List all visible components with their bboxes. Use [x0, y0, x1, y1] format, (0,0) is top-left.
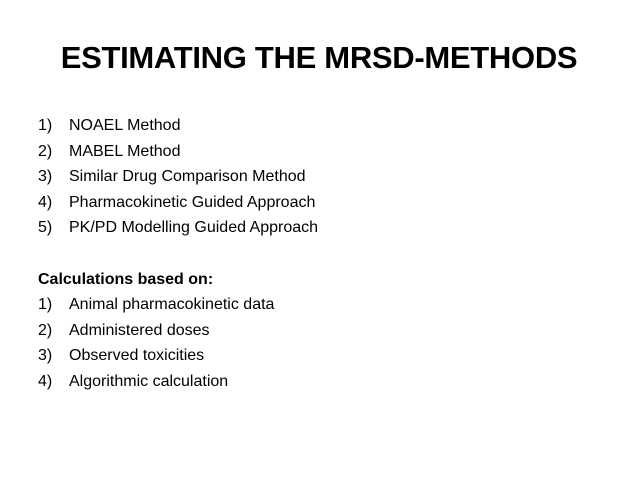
list-item	[38, 343, 598, 369]
list-text: Administered doses	[69, 321, 210, 339]
list-item	[38, 318, 598, 344]
slide-body	[38, 113, 598, 395]
list-text: PK/PD Modelling Guided Approach	[69, 219, 319, 237]
list-number: 1)	[38, 296, 53, 314]
list-text: Observed toxicities	[69, 347, 205, 365]
list-number: 4)	[38, 193, 53, 211]
list-number: 2)	[38, 142, 53, 160]
list-item	[38, 215, 598, 241]
list-number: 3)	[38, 168, 53, 186]
slide-title: ESTIMATING THE MRSD-METHODS	[60, 40, 578, 75]
list-text: Similar Drug Comparison Method	[69, 168, 306, 186]
list-item	[38, 190, 598, 216]
list-number: 3)	[38, 347, 53, 365]
list-text: Algorithmic calculation	[69, 372, 229, 390]
list-text: MABEL Method	[69, 142, 181, 160]
list-item	[38, 164, 598, 190]
list-number: 2)	[38, 321, 53, 339]
list-item	[38, 139, 598, 165]
list-text: Animal pharmacokinetic data	[69, 296, 275, 314]
list-number: 5)	[38, 219, 53, 237]
list-item	[38, 113, 598, 139]
list-item	[38, 369, 598, 395]
calculations-list	[38, 292, 598, 394]
list-text: Pharmacokinetic Guided Approach	[69, 193, 316, 211]
list-number: 1)	[38, 117, 53, 134]
list-text: NOAEL Method	[69, 117, 181, 134]
blank-line	[38, 241, 598, 267]
methods-list	[38, 113, 598, 241]
list-number: 4)	[38, 372, 53, 390]
calculations-heading: Calculations based on:	[38, 270, 214, 288]
list-item	[38, 292, 598, 318]
